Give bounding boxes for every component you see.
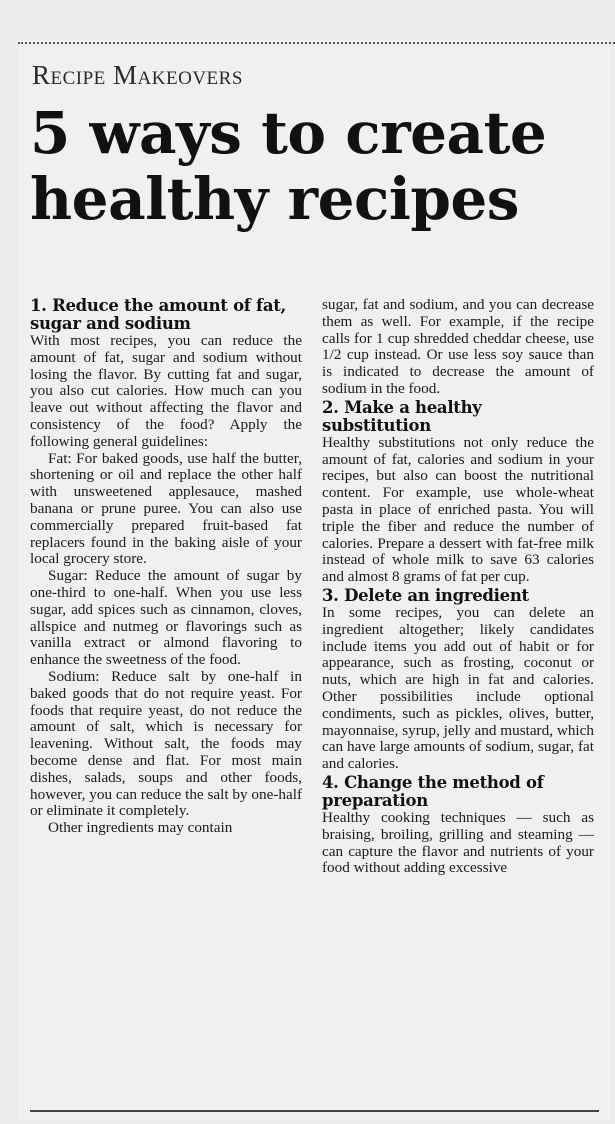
other-ingredients-start: Other ingredients may contain — [48, 819, 233, 837]
section-heading-2: 2. Make a healthy substitution — [322, 397, 482, 435]
section-1-intro: With most recipes, you can reduce the amount of fat, sugar and sodium without losing the flavor. By cutting fat and sugar, you also cut calories. How much can you leave out without affecting the flavor and consistency of the food? Apply the following general guidelines: — [30, 332, 302, 450]
fat-guideline: Fat: For baked goods, use half the butter, shortening or oil and replace the other half with unsweetened applesauce, mashed banana or prune puree. You can also use commercially prepared fruit-based fat replacers found in the baking aisle of your local grocery store. — [30, 449, 302, 568]
top-dotted-rule — [18, 42, 615, 44]
section-heading-3: 3. Delete an ingredient — [322, 585, 529, 605]
section-heading-4: 4. Change the method of preparation — [322, 772, 544, 810]
sugar-guideline: Sugar: Reduce the amount of sugar by one-third to one-half. When you use less sugar, add spices such as cinnamon, cloves, allspice and nutmeg or flavorings such as vanilla extract or almond flavoring to enhance the sweetness of the food. — [30, 567, 302, 669]
sodium-guideline: Sodium: Reduce salt by one-half in baked goods that do not require yeast. For foods that require yeast, do not reduce the amount of salt, which is necessary for leavening. Without salt, the foods may become dense and flat. For most main dishes, salads, soups and other foods, however, you can reduce the salt by one-half or eliminate it completely. — [30, 667, 302, 820]
article-column-left — [30, 297, 302, 837]
section-kicker: Recipe Makeovers — [32, 60, 243, 90]
bottom-rule — [30, 1110, 599, 1112]
section-heading-1: 1. Reduce the amount of fat, sugar and sodium — [30, 296, 286, 333]
section-3-body: In some recipes, you can delete an ingredient altogether; likely candidates include items you add out of habit or for appearance, such as frosting, coconut or nuts, which are high in fat and calories. Other possibilities include optional condiments, such as pickles, olives, butter, mayonnaise, syrup, jelly and mustard, which can have large amounts of sodium, sugar, fat and calories. — [322, 603, 594, 773]
other-ingredients-continued: sugar, fat and sodium, and you can decrease them as well. For example, if the recipe calls for 1 cup shredded cheddar cheese, use 1/2 cup instead. Or use less soy sauce than is indicated to decrease the amount of sodium in the food. — [322, 296, 594, 397]
section-4-body: Healthy cooking techniques — such as braising, broiling, grilling and steaming — can capture the flavor and nutrients of your food without adding excessive — [322, 808, 594, 877]
article-column-right — [322, 297, 594, 877]
section-2-body: Healthy substitutions not only reduce the amount of fat, calories and sodium in your recipes, but also can boost the nutritional content. For example, use whole-wheat pasta in place of enriched pasta. You will triple the fiber and reduce the number of calories. Prepare a dessert with fat-free milk instead of whole milk to save 63 calories and almost 8 grams of fat per cup. — [322, 433, 594, 586]
article-headline: 5 ways to create healthy recipes — [30, 99, 547, 233]
